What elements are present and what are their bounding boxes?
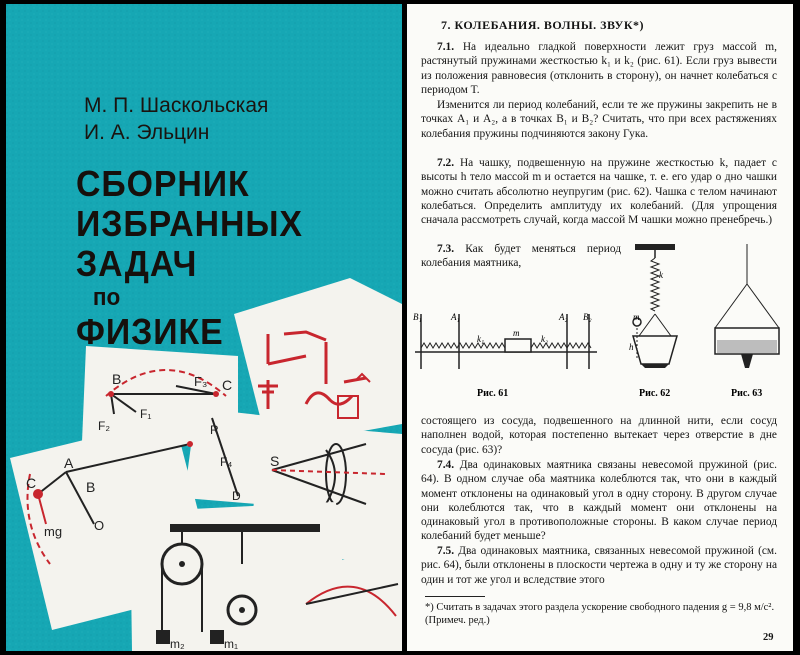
- author-name: М. П. Шаскольская: [84, 94, 269, 117]
- problem-text: Изменится ли период колебаний, если те же пружины закрепить не в точках A₁ и A₂, а в точках B₁ и B₂? Считать, что при всех растяжениях колебания пружины подчиняются закону Гука.: [421, 99, 777, 140]
- label-h: h: [629, 342, 634, 352]
- title-line: ИЗБРАННЫХ: [76, 203, 303, 244]
- label-B-pendulum: B: [86, 479, 96, 495]
- label-mg: mg: [44, 524, 63, 539]
- label-D: D: [232, 489, 241, 503]
- problem-text: Два одинаковых маятника связаны невесомой пружиной (рис. 64). В одном случае оба маятника колеблются так, что они в каждый момент отклонены на одинаковый угол в одну сторону. В другом случае они колеблются так, что в каждый момент они отклонены на одинаковый угол в противоположные стороны. В каком случае период колебаний будет меньше?: [421, 459, 777, 543]
- author-name: И. А. Эльцин: [84, 121, 210, 144]
- figures-61-63: [407, 244, 793, 404]
- label-m: m: [513, 328, 520, 338]
- problem-number: 7.2.: [437, 157, 455, 169]
- label-B1: B₁: [413, 312, 422, 322]
- footnote: *) Считать в задачах этого раздела ускорение свободного падения g = 9,8 м/с². (Примеч. ред.): [425, 602, 775, 626]
- chapter-heading: 7. КОЛЕБАНИЯ. ВОЛНЫ. ЗВУК*): [441, 18, 645, 32]
- problem-7-4: [421, 458, 777, 544]
- problem-text: Два одинаковых маятника, связанных невесомой пружиной (см. рис. 64), были отклонены в плоскости чертежа в одну и ту же сторону на один и тот же угол и вследствие этого: [421, 545, 777, 586]
- label-F1: F₁: [140, 407, 152, 421]
- problem-number: 7.3.: [437, 243, 455, 255]
- problem-text: На чашку, подвешенную на пружине жесткостью k, падает с высоты h тело массой m и остается на чашке, т. е. его удар о дно чашки можно считать абсолютно неупругим (рис. 62). Чашка с телом начинают колебаться. Определить амплитуду их колебаний. (Для упрощения сначала рассмотреть случай, когда массой M чашки можно пренебречь.): [421, 157, 777, 227]
- problem-7-5: [421, 544, 777, 587]
- label-m2: m₂: [170, 637, 185, 651]
- problem-7-1: [421, 40, 777, 97]
- label-A: A: [64, 455, 74, 471]
- label-B: B: [112, 371, 122, 387]
- figure-61-caption: Рис. 61: [477, 388, 509, 399]
- label-A1: A₁: [451, 312, 460, 322]
- title-line: ФИЗИКЕ: [76, 311, 224, 352]
- book-page: [407, 4, 793, 651]
- label-O: O: [94, 518, 105, 533]
- label-F4: F₄: [220, 455, 233, 469]
- problem-text: состоящего из сосуда, подвешенного на длинной нити, если сосуд наполнен водой, которая постепенно вытекает через отверстие в дне сосуда (рис. 63)?: [421, 415, 777, 456]
- cover-physics-diagrams: [6, 4, 402, 651]
- label-F3: F₃: [194, 374, 208, 389]
- problem-number: 7.5.: [437, 545, 455, 557]
- label-C: C: [222, 377, 233, 393]
- figure-61-springs: [413, 312, 597, 399]
- figure-63-caption: Рис. 63: [731, 388, 763, 399]
- label-R: R: [210, 423, 219, 437]
- title-line: ЗАДАЧ: [76, 243, 198, 284]
- title-line: СБОРНИК: [76, 163, 250, 204]
- problem-7-1-continued: [421, 98, 777, 141]
- label-m1: m₁: [224, 637, 239, 651]
- label-S: S: [270, 453, 280, 469]
- problem-7-3-continued: [421, 414, 777, 457]
- label-k1: k₁: [477, 334, 485, 344]
- label-m-fig62: m: [633, 312, 640, 322]
- problem-text: Как будет меняться период колебания маятника,: [421, 243, 621, 270]
- page-number: 29: [763, 632, 774, 643]
- label-F2: F₂: [98, 419, 110, 433]
- footnote-rule: [425, 596, 485, 597]
- title-line: по: [92, 284, 121, 311]
- problem-number: 7.4.: [437, 459, 455, 471]
- problem-text: На идеально гладкой поверхности лежит груз массой m, растянутый пружинами жесткостью k₁ и k₂ (рис. 61). Если груз вывести из положения равновесия (отклонить в сторону), он начнет колебаться с периодом T.: [421, 41, 777, 96]
- label-C-pendulum: C: [26, 475, 37, 491]
- figure-63-vessel-pendulum: [715, 244, 779, 399]
- problem-7-2: [421, 156, 777, 227]
- label-B2: B₂: [583, 312, 592, 322]
- label-k: k: [659, 270, 663, 280]
- problem-number: 7.1.: [437, 41, 455, 53]
- label-A2: A₂: [559, 312, 568, 322]
- book-cover: [6, 4, 402, 651]
- figure-62-cup-on-spring: [629, 244, 677, 399]
- figure-62-caption: Рис. 62: [639, 388, 671, 399]
- label-k2: k₂: [541, 334, 549, 344]
